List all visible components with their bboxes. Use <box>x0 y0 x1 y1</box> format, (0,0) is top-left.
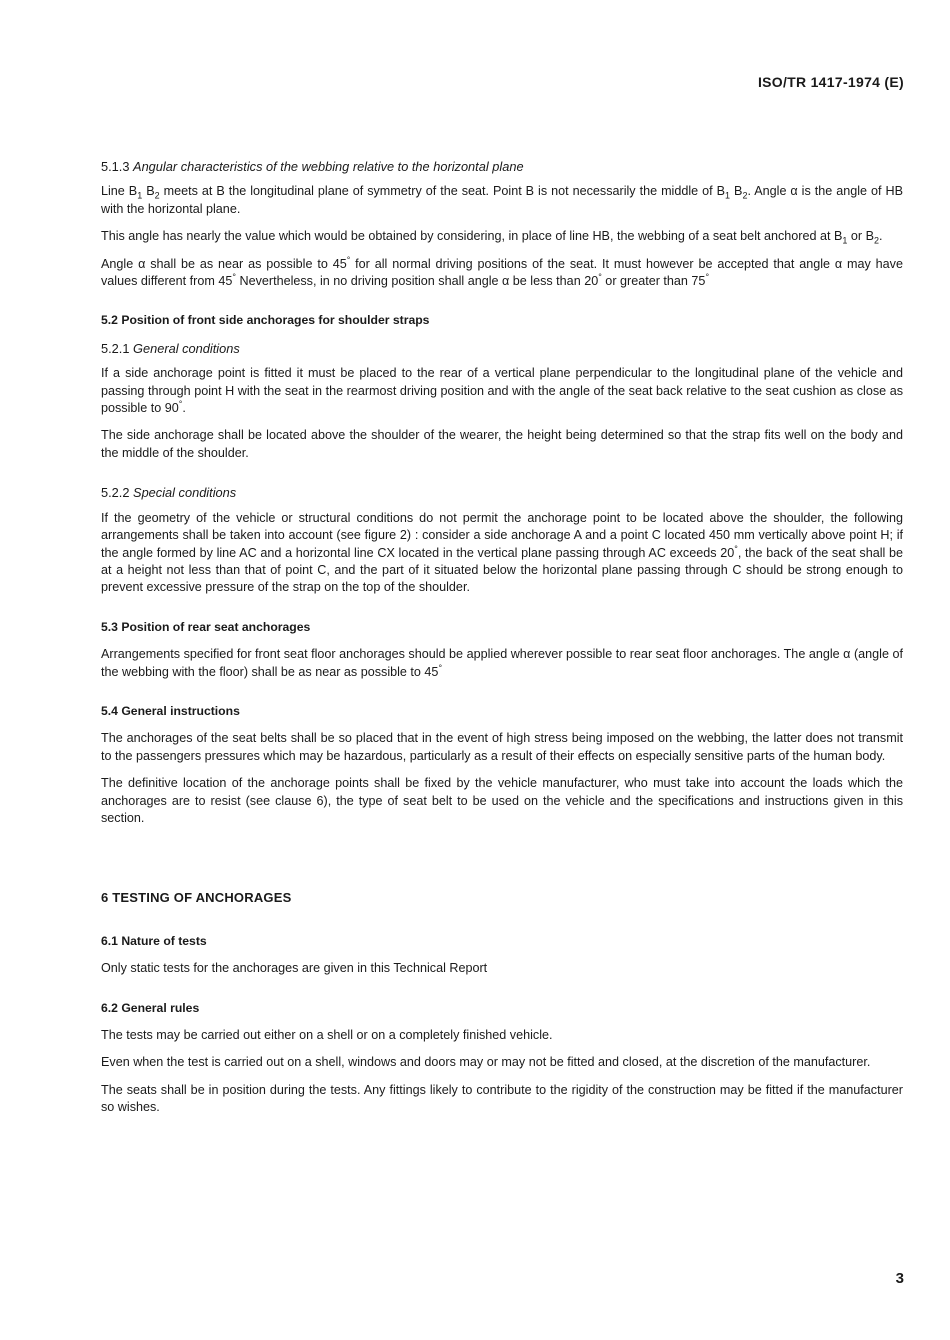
section-5-4-heading: 5.4 General instructions <box>101 703 240 718</box>
paragraph: The seats shall be in position during the tests. Any fittings likely to contribute to the rigidity of the construction may be fitted if the manufacturer so wishes. <box>101 1082 903 1115</box>
section-5-3-heading: 5.3 Position of rear seat anchorages <box>101 619 311 634</box>
paragraph: This angle has nearly the value which would be obtained by considering, in place of line HB, the webbing of a seat belt anchored at $B_1$ or $B_2$. <box>101 229 883 246</box>
section-5-1-3-heading <box>101 158 903 175</box>
section-title: General conditions <box>133 340 240 356</box>
section-5-2-1-heading <box>101 340 903 357</box>
document-id-header: ISO/TR 1417-1974 (E) <box>757 74 904 90</box>
paragraph: Arrangements specified for front seat floor anchorages should be applied wherever possible to rear seat floor anchorages. The angle α (angle of the webbing with the floor) shall be as near as possible to 45° <box>101 647 903 679</box>
section-title: Special conditions <box>133 485 237 501</box>
section-6-2-heading: 6.2 General rules <box>101 1000 200 1015</box>
section-title: Angular characteristics of the webbing relative to the horizontal plane <box>133 159 524 174</box>
paragraph: Line $B_1$ $B_2$ meets at B the longitudinal plane of symmetry of the seat. Point B is not necessarily the middle of $B_1$ $B_2$. Angle α is the angle of HB with the horizontal plane. <box>101 184 904 216</box>
clause-6-heading: 6 TESTING OF ANCHORAGES <box>101 890 292 906</box>
paragraph: If a side anchorage point is fitted it must be placed to the rear of a vertical plane perpendicular to the longitudinal plane of the vehicle and passing through point H with the seat in the rearmost driving position and with the angle of the seat back relative to the seat cushion as close as possible to 90°. <box>101 366 903 416</box>
paragraph: Only static tests for the anchorages are given in this Technical Report <box>101 961 488 976</box>
section-number: 5.1.3 <box>101 159 130 174</box>
page-number: 3 <box>895 1270 904 1287</box>
paragraph: The definitive location of the anchorage points shall be fixed by the vehicle manufacturer, who must take into account the loads which the anchorages are to resist (see clause 6), the type of seat belt to be used on the vehicle and the specifications and instructions given in this section. <box>101 776 903 825</box>
paragraph: The anchorages of the seat belts shall be so placed that in the event of high stress being imposed on the webbing, the latter does not transmit to the passengers pressures which may be hazardous, particularly as a result of their effects on especially sensitive parts of the human body. <box>101 731 903 763</box>
page-body <box>101 158 903 1127</box>
section-5-2-heading: 5.2 Position of front side anchorages for shoulder straps <box>101 313 430 328</box>
section-number: 5.2.1 <box>101 340 130 356</box>
section-5-2-2-heading <box>101 484 903 501</box>
paragraph: Angle α shall be as near as possible to 45° for all normal driving positions of the seat. It must however be accepted that angle α may have values different from 45° Nevertheless, in no driving position shall angle α be less than 20° or greater than 75° <box>101 254 903 289</box>
paragraph: The side anchorage shall be located above the shoulder of the wearer, the height being determined so that the strap fits well on the body and the middle of the shoulder. <box>101 428 903 460</box>
paragraph: If the geometry of the vehicle or structural conditions do not permit the anchorage point to be located above the shoulder, the following arrangements shall be taken into account (see figure 2) : consider a side anchorage A and a point C located 450 mm vertically above point H; if the angle formed by line AC and a horizontal line CX located in the vertical plane passing through AC exceeds 20°, the back of the seat shall be at a height not less than that of point C, and the part of it situated below the horizontal plane passing through C should be strong enough to prevent excessive pressure of the strap on the top of the shoulder. <box>101 510 903 595</box>
paragraph: Even when the test is carried out on a shell, windows and doors may or may not be fitted and closed, at the discretion of the manufacturer. <box>101 1055 871 1070</box>
paragraph: The tests may be carried out either on a shell or on a completely finished vehicle. <box>101 1028 553 1042</box>
section-6-1-heading: 6.1 Nature of tests <box>101 933 207 948</box>
section-number: 5.2.2 <box>101 485 130 501</box>
